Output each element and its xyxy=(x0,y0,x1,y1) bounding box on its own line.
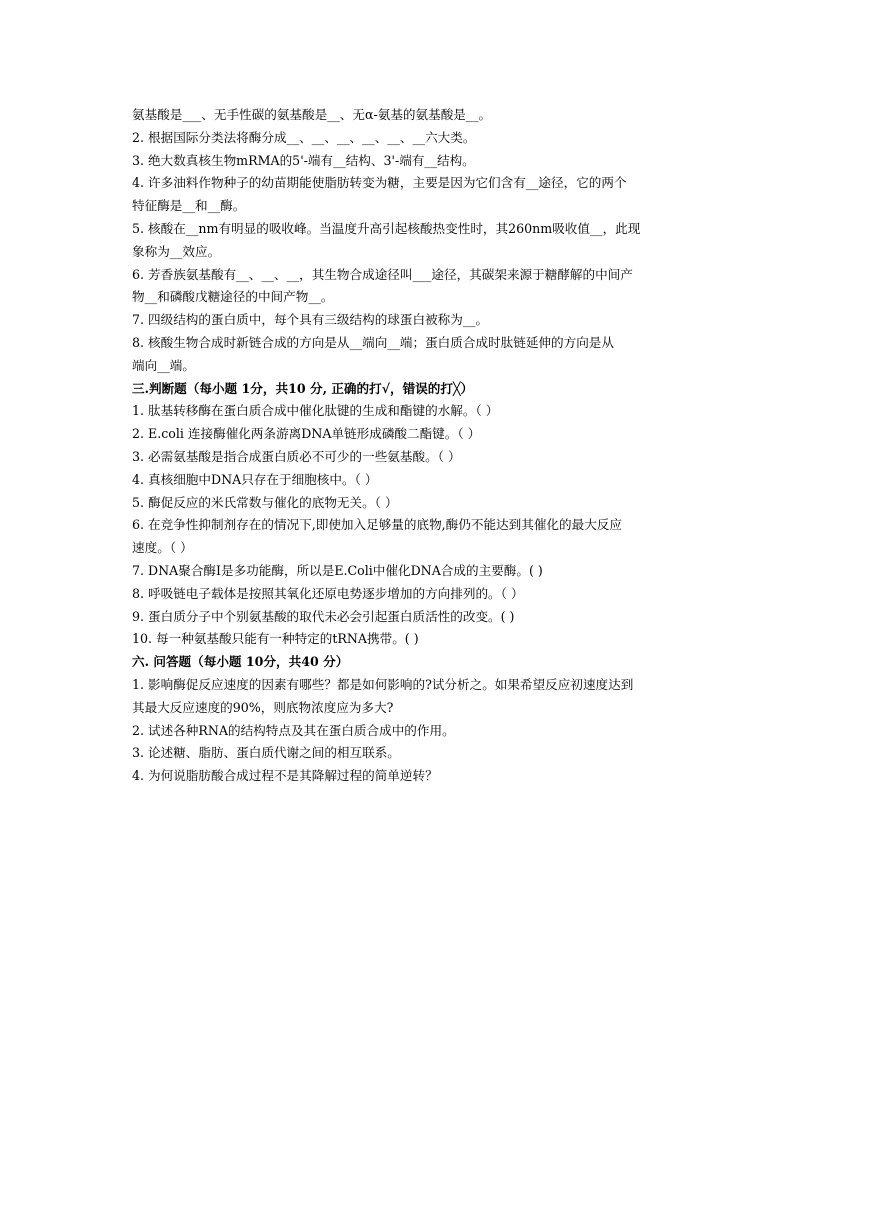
tf-question-5: 5. 酶促反应的米氏常数与催化的底物无关。（ ） xyxy=(132,494,398,510)
tf-question-4: 4. 真核细胞中DNA只存在于细胞核中。（ ） xyxy=(132,471,378,487)
question-text: 氨基酸是___、无手性碳的氨基酸是__、无α-氨基的氨基酸是__。 xyxy=(132,107,492,122)
question-6-line-2: 物__和磷酸戊糖途径的中间产物__。 xyxy=(132,289,334,305)
true-false-section xyxy=(132,378,742,652)
tf-question-3: 3. 必需氨基酸是指合成蛋白质必不可少的一些氨基酸。（ ） xyxy=(132,448,461,464)
tf-question-7: 7. DNA聚合酶I是多功能酶，所以是E.Coli中催化DNA合成的主要酶。( ) xyxy=(132,562,543,578)
tf-question-2: 2. E.coli 连接酶催化两条游离DNA单链形成磷酸二酯键。（ ） xyxy=(132,426,481,442)
tf-question-6-line-2: 速度。（ ） xyxy=(132,540,193,556)
essay-question-3: 3. 论述糖、脂肪、蛋白质代谢之间的相互联系。 xyxy=(132,745,400,761)
question-6-line-1: 6. 芳香族氨基酸有__、__、__，其生物合成途径叫___途径，其碳架来源于糖酵解的中间产 xyxy=(132,266,633,282)
exam-page xyxy=(132,104,742,788)
question-7: 7. 四级结构的蛋白质中，每个具有三级结构的球蛋白被称为__。 xyxy=(132,312,489,328)
tf-question-9: 9. 蛋白质分子中个别氨基酸的取代未必会引起蛋白质活性的改变。( ) xyxy=(132,608,515,624)
question-4-line-2: 特征酶是__和__酶。 xyxy=(132,198,246,214)
essay-question-1-line-1: 1. 影响酶促反应速度的因素有哪些？都是如何影响的?试分析之。如果希望反应初速度达到 xyxy=(132,676,634,692)
tf-question-8: 8. 呼吸链电子载体是按照其氧化还原电势逐步增加的方向排列的。（ ） xyxy=(132,585,524,601)
section-heading-true-false: 三.判断题（每小题 1分，共10 分, 正确的打√，错误的打╳） xyxy=(132,380,474,396)
fill-in-blanks-section xyxy=(132,104,742,378)
question-4-line-1: 4. 许多油料作物种子的幼苗期能使脂肪转变为糖，主要是因为它们含有__途径，它的两个 xyxy=(132,175,627,191)
tf-question-1: 1. 肽基转移酶在蛋白质合成中催化肽键的生成和酯键的水解。（ ） xyxy=(132,403,499,419)
essay-section xyxy=(132,651,742,788)
question-2: 2. 根据国际分类法将酶分成__、__、__、__、__、__六大类。 xyxy=(132,129,476,145)
tf-question-6-line-1: 6. 在竞争性抑制剂存在的情况下,即使加入足够量的底物,酶仍不能达到其催化的最大反应 xyxy=(132,517,622,533)
tf-question-10: 10. 每一种氨基酸只能有一种特定的tRNA携带。( ) xyxy=(132,631,419,647)
question-8-line-2: 端向__端。 xyxy=(132,357,195,373)
essay-question-1-line-2: 其最大反应速度的90%，则底物浓度应为多大? xyxy=(132,699,394,715)
question-5-line-2: 象称为__效应。 xyxy=(132,243,221,259)
question-8-line-1: 8. 核酸生物合成时新链合成的方向是从__端向__端；蛋白质合成时肽链延伸的方向是从 xyxy=(132,334,614,350)
essay-question-4: 4. 为何说脂肪酸合成过程不是其降解过程的简单逆转？ xyxy=(132,768,438,784)
essay-question-2: 2. 试述各种RNA的结构特点及其在蛋白质合成中的作用。 xyxy=(132,722,455,738)
question-5-line-1: 5. 核酸在__nm有明显的吸收峰。当温度升高引起核酸热变性时，其260nm吸收值__，此现 xyxy=(132,220,641,236)
question-3: 3. 绝大数真核生物mRMA的5'-端有__结构、3'-端有__结构。 xyxy=(132,152,475,168)
section-heading-essay: 六. 问答题（每小题 10分，共40 分） xyxy=(132,654,349,670)
